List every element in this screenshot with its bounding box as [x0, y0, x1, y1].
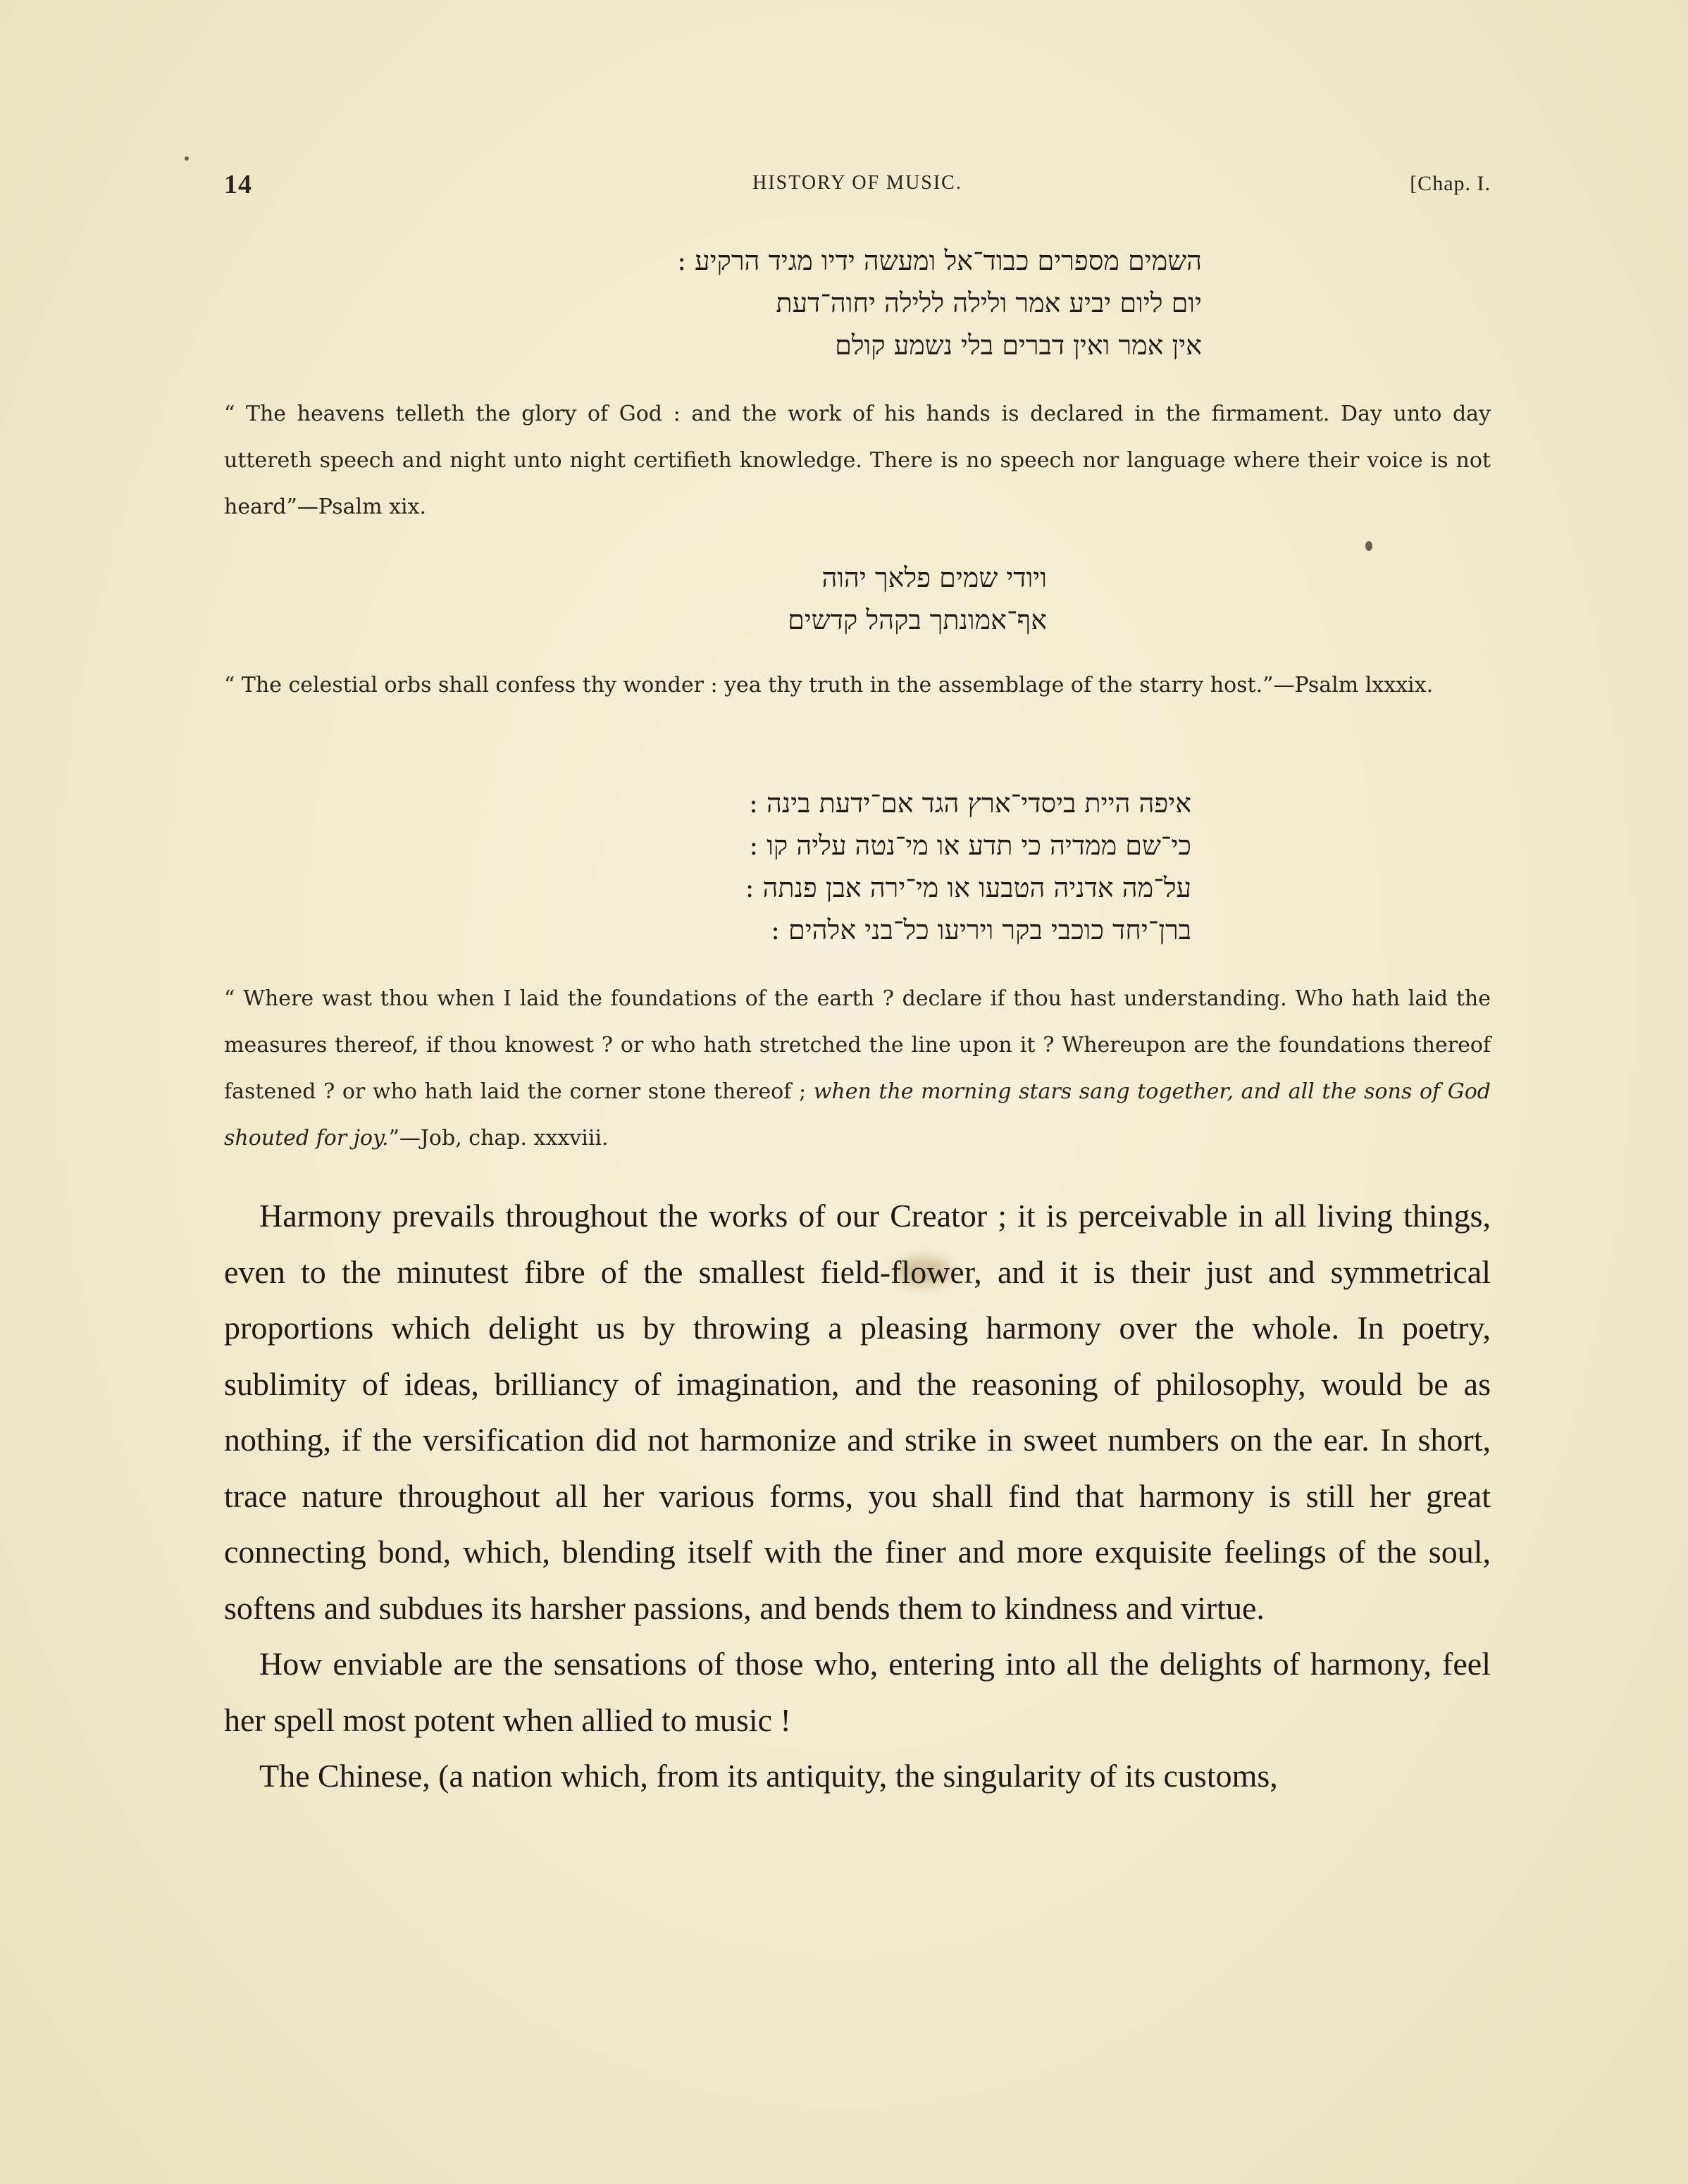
paragraph: The Chinese, (a nation which, from its antiquity, the singularity of its customs,: [259, 1758, 1278, 1794]
hebrew-line: אף־אמונתך בקהל קדשים: [788, 604, 1047, 635]
hebrew-line: אין אמר ואין דברים בלי נשמע קולם: [835, 330, 1202, 361]
hebrew-line: על־מה אדניה הטבעו או מי־ירה אבן פנתה :: [745, 872, 1191, 903]
hebrew-verse-psalm-89: [788, 557, 1047, 641]
ink-speck: [1365, 541, 1372, 551]
running-header: [224, 169, 1491, 211]
page-number: 14: [224, 170, 252, 199]
hebrew-verse-psalm-19: [677, 240, 1202, 366]
translation-psalm-19: “ The heavens telleth the glory of God : and the work of his hands is declared in the firmament. Day unto day uttereth speech and night unto night certifieth knowledge. There is no speech nor language where their voice is not heard”—Psalm xix.: [224, 402, 1491, 519]
running-title: HISTORY OF MUSIC.: [752, 172, 962, 194]
chapter-label: [Chap. I.: [1410, 172, 1491, 195]
quote-source: ”—Job, chap. xxxviii.: [388, 1126, 609, 1150]
hebrew-line: יום ליום יביע אמר ולילה ללילה יחוה־דעת: [776, 287, 1202, 318]
translation-job-38: [224, 976, 1491, 1162]
quote-italic-text: when the morning stars sang together, and all the sons of God shouted for joy.: [224, 1079, 1491, 1150]
paragraph: Harmony prevails throughout the works of our Creator ; it is perceivable in all living things, even to the minutest fibre of the smallest field-flower, and it is their just and symmetrical proportions which delight us by throwing a pleasing harmony over the whole. In poetry, sublimity of ideas, brilliancy of imagination, and the reasoning of philosophy, would be as nothing, if the versification did not harmonize and strike in sweet numbers on the ear. In short, trace nature throughout all her various forms, you shall find that harmony is still her great connecting bond, which, blending itself with the finer and more exquisite feelings of the soul, softens and subdues its harsher passions, and bends them to kindness and virtue.: [224, 1198, 1491, 1626]
translation-psalm-89: “ The celestial orbs shall confess thy wonder : yea thy truth in the assemblage of the starry host.”—Psalm lxxxix.: [224, 673, 1434, 697]
hebrew-line: ויודי שמים פלאך יהוה: [821, 562, 1047, 593]
body-text: [224, 1188, 1491, 1804]
hebrew-line: השמים מספרים כבוד־אל ומעשה ידיו מגיד הרקיע :: [677, 245, 1202, 276]
hebrew-verse-job-38: [745, 782, 1191, 951]
ink-speck: [185, 156, 189, 161]
hebrew-line: איפה היית ביסדי־ארץ הגד אם־ידעת בינה :: [749, 788, 1191, 819]
hebrew-line: ברן־יחד כוכבי בקר ויריעו כל־בני אלהים :: [771, 914, 1191, 945]
paragraph: How enviable are the sensations of those who, entering into all the delights of harmony, feel her spell most potent when allied to music !: [224, 1646, 1491, 1738]
hebrew-line: כי־שם ממדיה כי תדע או מי־נטה עליה קו :: [749, 830, 1191, 861]
quote-text: “ Where wast thou when I laid the foundations of the earth ? declare if thou hast understanding. Who hath laid the measures thereof, if thou knowest ? or who hath stretched the line upon it ? Whereupon are the foundations thereof fastened ? or who hath laid the corner stone thereof ;: [224, 986, 1491, 1104]
